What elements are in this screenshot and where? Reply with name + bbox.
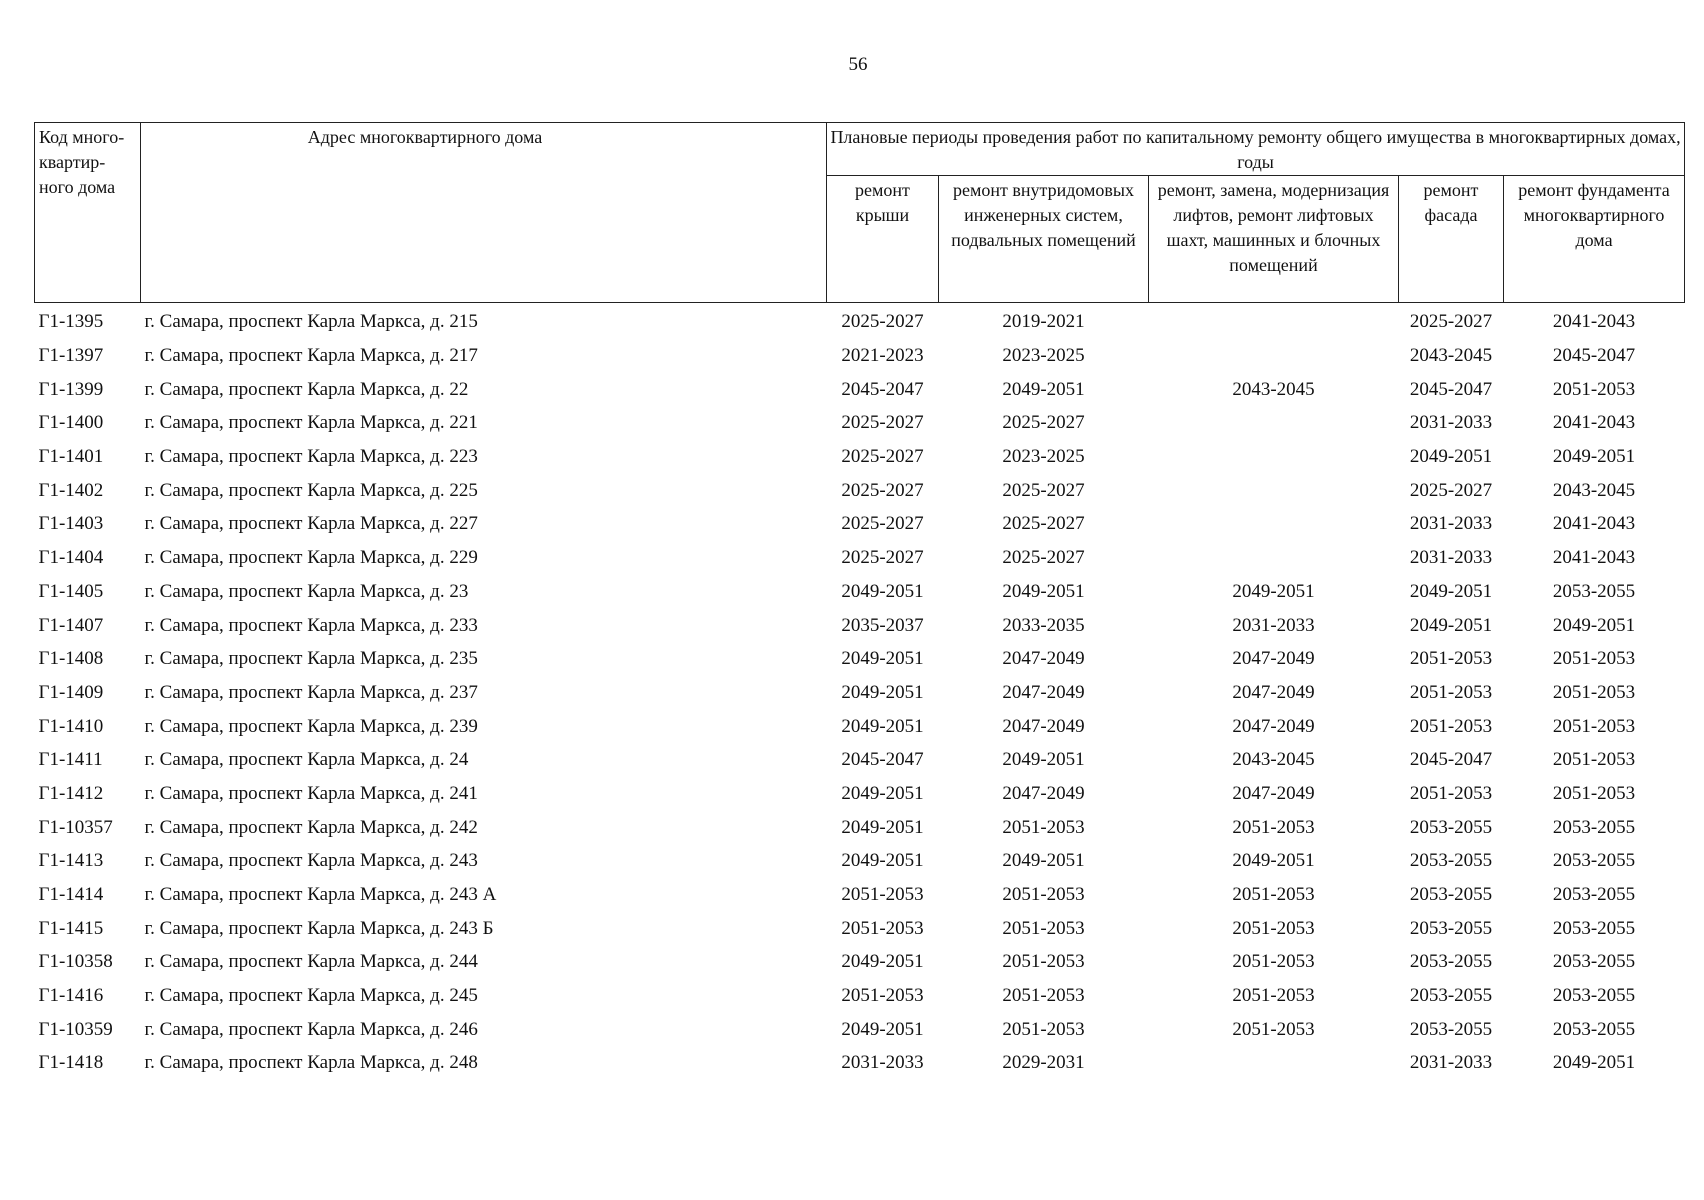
capital-repair-table	[34, 122, 1685, 1080]
cell-roof: 2049-2051	[841, 648, 924, 670]
cell-engineering: 2025-2027	[1002, 479, 1085, 501]
cell-address: г. Самара, проспект Карла Маркса, д. 239	[144, 715, 478, 737]
table-row	[35, 406, 1685, 440]
cell-facade: 2051-2053	[1409, 681, 1493, 703]
cell-code: Г1-1412	[38, 782, 104, 804]
cell-engineering: 2049-2051	[1002, 850, 1085, 872]
cell-code: Г1-1397	[38, 345, 104, 367]
cell-code: Г1-1413	[38, 850, 104, 872]
cell-code: Г1-1404	[38, 547, 104, 569]
cell-code: Г1-1401	[38, 446, 104, 468]
cell-lifts	[1149, 507, 1399, 541]
cell-foundation: 2053-2055	[1552, 580, 1636, 602]
cell-lifts: 2047-2049	[1232, 681, 1315, 703]
cell-facade: 2053-2055	[1409, 951, 1493, 973]
cell-engineering: 2033-2035	[1002, 614, 1085, 636]
cell-address: г. Самара, проспект Карла Маркса, д. 24	[144, 749, 469, 771]
cell-address: г. Самара, проспект Карла Маркса, д. 23	[144, 580, 469, 602]
cell-facade: 2043-2045	[1409, 345, 1493, 367]
cell-code: Г1-10359	[38, 1018, 113, 1040]
table-row	[35, 676, 1685, 710]
cell-code: Г1-1409	[38, 681, 104, 703]
table-row	[35, 810, 1685, 844]
table-row	[35, 642, 1685, 676]
table-row	[35, 777, 1685, 811]
cell-code: Г1-1415	[38, 917, 104, 939]
cell-code: Г1-1410	[38, 715, 104, 737]
cell-code: Г1-1399	[38, 378, 104, 400]
cell-lifts	[1149, 406, 1399, 440]
cell-roof: 2045-2047	[841, 378, 924, 400]
table-row	[35, 911, 1685, 945]
cell-engineering: 2023-2025	[1002, 345, 1085, 367]
cell-address: г. Самара, проспект Карла Маркса, д. 217	[144, 345, 478, 367]
cell-engineering: 2049-2051	[1002, 749, 1085, 771]
table-row	[35, 979, 1685, 1013]
cell-foundation: 2053-2055	[1552, 917, 1636, 939]
cell-roof: 2025-2027	[841, 311, 924, 333]
table-row	[35, 575, 1685, 609]
cell-lifts	[1149, 303, 1399, 339]
cell-foundation: 2041-2043	[1552, 311, 1636, 333]
cell-address: г. Самара, проспект Карла Маркса, д. 246	[144, 1018, 478, 1040]
cell-foundation: 2053-2055	[1552, 816, 1636, 838]
cell-foundation: 2041-2043	[1552, 513, 1636, 535]
cell-address: г. Самара, проспект Карла Маркса, д. 242	[144, 816, 478, 838]
table-row	[35, 878, 1685, 912]
cell-engineering: 2051-2053	[1002, 917, 1085, 939]
cell-address: г. Самара, проспект Карла Маркса, д. 233	[144, 614, 478, 636]
cell-engineering: 2051-2053	[1002, 884, 1085, 906]
cell-code: Г1-1411	[38, 749, 103, 771]
cell-engineering: 2047-2049	[1002, 681, 1085, 703]
cell-engineering: 2025-2027	[1002, 547, 1085, 569]
cell-facade: 2051-2053	[1409, 648, 1493, 670]
cell-engineering: 2047-2049	[1002, 648, 1085, 670]
cell-address: г. Самара, проспект Карла Маркса, д. 245	[144, 985, 478, 1007]
cell-address: г. Самара, проспект Карла Маркса, д. 237	[144, 681, 478, 703]
cell-roof: 2049-2051	[841, 782, 924, 804]
cell-roof: 2025-2027	[841, 479, 924, 501]
cell-facade: 2049-2051	[1409, 614, 1493, 636]
cell-lifts: 2043-2045	[1232, 378, 1315, 400]
cell-code: Г1-1416	[38, 985, 104, 1007]
table-row	[35, 1012, 1685, 1046]
cell-roof: 2025-2027	[841, 513, 924, 535]
cell-lifts: 2051-2053	[1232, 884, 1315, 906]
header-foundation: ремонт фундамента многоквартирного дома	[1504, 176, 1685, 303]
cell-roof: 2049-2051	[841, 715, 924, 737]
cell-facade: 2053-2055	[1409, 884, 1493, 906]
cell-roof: 2025-2027	[841, 412, 924, 434]
cell-foundation: 2045-2047	[1552, 345, 1636, 367]
cell-roof: 2049-2051	[841, 580, 924, 602]
cell-lifts	[1149, 339, 1399, 373]
cell-code: Г1-10357	[38, 816, 113, 838]
cell-code: Г1-1414	[38, 884, 104, 906]
cell-address: г. Самара, проспект Карла Маркса, д. 22	[144, 378, 469, 400]
cell-address: г. Самара, проспект Карла Маркса, д. 215	[144, 311, 478, 333]
cell-code: Г1-1407	[38, 614, 104, 636]
cell-code: Г1-1403	[38, 513, 104, 535]
cell-foundation: 2051-2053	[1552, 681, 1636, 703]
cell-lifts: 2051-2053	[1232, 951, 1315, 973]
table-header	[35, 123, 1685, 303]
cell-lifts	[1149, 473, 1399, 507]
cell-foundation: 2049-2051	[1552, 1052, 1636, 1074]
cell-foundation: 2041-2043	[1552, 412, 1636, 434]
cell-address: г. Самара, проспект Карла Маркса, д. 244	[144, 951, 478, 973]
cell-code: Г1-10358	[38, 951, 113, 973]
cell-roof: 2049-2051	[841, 1018, 924, 1040]
cell-roof: 2049-2051	[841, 850, 924, 872]
table-row	[35, 372, 1685, 406]
cell-engineering: 2051-2053	[1002, 985, 1085, 1007]
cell-roof: 2031-2033	[841, 1052, 924, 1074]
cell-code: Г1-1418	[38, 1052, 104, 1074]
table-row	[35, 440, 1685, 474]
cell-lifts: 2047-2049	[1232, 782, 1315, 804]
table-row	[35, 844, 1685, 878]
cell-foundation: 2049-2051	[1552, 446, 1636, 468]
cell-address: г. Самара, проспект Карла Маркса, д. 248	[144, 1052, 478, 1074]
cell-roof: 2035-2037	[841, 614, 924, 636]
cell-address: г. Самара, проспект Карла Маркса, д. 229	[144, 547, 478, 569]
cell-roof: 2051-2053	[841, 985, 924, 1007]
cell-code: Г1-1400	[38, 412, 104, 434]
cell-foundation: 2043-2045	[1552, 479, 1636, 501]
cell-foundation: 2053-2055	[1552, 850, 1636, 872]
table-row	[35, 339, 1685, 373]
cell-address: г. Самара, проспект Карла Маркса, д. 235	[144, 648, 478, 670]
cell-lifts: 2049-2051	[1232, 580, 1315, 602]
header-periods-group: Плановые периоды проведения работ по капитальному ремонту общего имущества в многоквартирных домах, годы	[827, 123, 1685, 176]
cell-lifts: 2051-2053	[1232, 985, 1315, 1007]
cell-facade: 2031-2033	[1409, 1052, 1493, 1074]
cell-foundation: 2041-2043	[1552, 547, 1636, 569]
cell-lifts: 2051-2053	[1232, 816, 1315, 838]
cell-lifts: 2047-2049	[1232, 648, 1315, 670]
cell-lifts	[1149, 440, 1399, 474]
cell-roof: 2051-2053	[841, 917, 924, 939]
cell-engineering: 2049-2051	[1002, 580, 1085, 602]
cell-engineering: 2047-2049	[1002, 782, 1085, 804]
cell-facade: 2031-2033	[1409, 547, 1493, 569]
cell-address: г. Самара, проспект Карла Маркса, д. 223	[144, 446, 478, 468]
cell-engineering: 2051-2053	[1002, 816, 1085, 838]
cell-roof: 2021-2023	[841, 345, 924, 367]
cell-facade: 2051-2053	[1409, 715, 1493, 737]
cell-lifts: 2051-2053	[1232, 1018, 1315, 1040]
cell-foundation: 2051-2053	[1552, 782, 1636, 804]
cell-address: г. Самара, проспект Карла Маркса, д. 241	[144, 782, 478, 804]
cell-roof: 2049-2051	[841, 951, 924, 973]
cell-lifts	[1149, 1046, 1399, 1080]
cell-facade: 2025-2027	[1409, 479, 1493, 501]
table-row	[35, 541, 1685, 575]
cell-foundation: 2053-2055	[1552, 951, 1636, 973]
cell-roof: 2025-2027	[841, 547, 924, 569]
cell-engineering: 2029-2031	[1002, 1052, 1085, 1074]
cell-address: г. Самара, проспект Карла Маркса, д. 227	[144, 513, 478, 535]
cell-foundation: 2049-2051	[1552, 614, 1636, 636]
table-row	[35, 507, 1685, 541]
cell-lifts: 2031-2033	[1232, 614, 1315, 636]
cell-engineering: 2023-2025	[1002, 446, 1085, 468]
cell-facade: 2053-2055	[1409, 816, 1493, 838]
table-row	[35, 743, 1685, 777]
cell-lifts: 2049-2051	[1232, 850, 1315, 872]
header-address: Адрес многоквартирного дома	[141, 123, 827, 303]
cell-engineering: 2051-2053	[1002, 1018, 1085, 1040]
cell-engineering: 2051-2053	[1002, 951, 1085, 973]
table-row	[35, 709, 1685, 743]
table-row	[35, 1046, 1685, 1080]
cell-facade: 2053-2055	[1409, 850, 1493, 872]
cell-foundation: 2051-2053	[1552, 378, 1636, 400]
table-row	[35, 303, 1685, 339]
table-row	[35, 608, 1685, 642]
cell-foundation: 2051-2053	[1552, 715, 1636, 737]
table-body	[35, 303, 1685, 1080]
cell-facade: 2031-2033	[1409, 412, 1493, 434]
header-code: Код много-квартир-ного дома	[35, 123, 141, 303]
header-lifts: ремонт, замена, модернизация лифтов, ремонт лифтовых шахт, машинных и блочных помещений	[1149, 176, 1399, 303]
cell-facade: 2053-2055	[1409, 1018, 1493, 1040]
cell-address: г. Самара, проспект Карла Маркса, д. 243 Б	[144, 917, 494, 939]
cell-facade: 2049-2051	[1409, 446, 1493, 468]
cell-facade: 2031-2033	[1409, 513, 1493, 535]
header-roof: ремонт крыши	[827, 176, 939, 303]
cell-code: Г1-1408	[38, 648, 104, 670]
header-facade: ремонт фасада	[1399, 176, 1504, 303]
cell-roof: 2051-2053	[841, 884, 924, 906]
cell-engineering: 2049-2051	[1002, 378, 1085, 400]
cell-roof: 2025-2027	[841, 446, 924, 468]
cell-facade: 2053-2055	[1409, 917, 1493, 939]
cell-facade: 2025-2027	[1409, 311, 1493, 333]
header-engineering: ремонт внутридомовых инженерных систем, подвальных помещений	[939, 176, 1149, 303]
cell-code: Г1-1405	[38, 580, 104, 602]
cell-roof: 2045-2047	[841, 749, 924, 771]
cell-foundation: 2051-2053	[1552, 749, 1636, 771]
cell-foundation: 2053-2055	[1552, 884, 1636, 906]
table-row	[35, 473, 1685, 507]
cell-foundation: 2053-2055	[1552, 985, 1636, 1007]
cell-engineering: 2019-2021	[1002, 311, 1085, 333]
cell-lifts: 2051-2053	[1232, 917, 1315, 939]
cell-code: Г1-1395	[38, 311, 104, 333]
cell-roof: 2049-2051	[841, 816, 924, 838]
cell-roof: 2049-2051	[841, 681, 924, 703]
page-number: 56	[848, 54, 868, 75]
table-row	[35, 945, 1685, 979]
cell-address: г. Самара, проспект Карла Маркса, д. 225	[144, 479, 478, 501]
cell-engineering: 2025-2027	[1002, 513, 1085, 535]
cell-lifts: 2047-2049	[1232, 715, 1315, 737]
cell-lifts	[1149, 541, 1399, 575]
cell-foundation: 2051-2053	[1552, 648, 1636, 670]
cell-address: г. Самара, проспект Карла Маркса, д. 221	[144, 412, 478, 434]
cell-facade: 2045-2047	[1409, 378, 1493, 400]
cell-facade: 2049-2051	[1409, 580, 1493, 602]
cell-facade: 2045-2047	[1409, 749, 1493, 771]
cell-facade: 2053-2055	[1409, 985, 1493, 1007]
cell-code: Г1-1402	[38, 479, 104, 501]
cell-address: г. Самара, проспект Карла Маркса, д. 243	[144, 850, 478, 872]
cell-engineering: 2047-2049	[1002, 715, 1085, 737]
cell-foundation: 2053-2055	[1552, 1018, 1636, 1040]
cell-lifts: 2043-2045	[1232, 749, 1315, 771]
cell-facade: 2051-2053	[1409, 782, 1493, 804]
cell-engineering: 2025-2027	[1002, 412, 1085, 434]
cell-address: г. Самара, проспект Карла Маркса, д. 243 А	[144, 884, 497, 906]
